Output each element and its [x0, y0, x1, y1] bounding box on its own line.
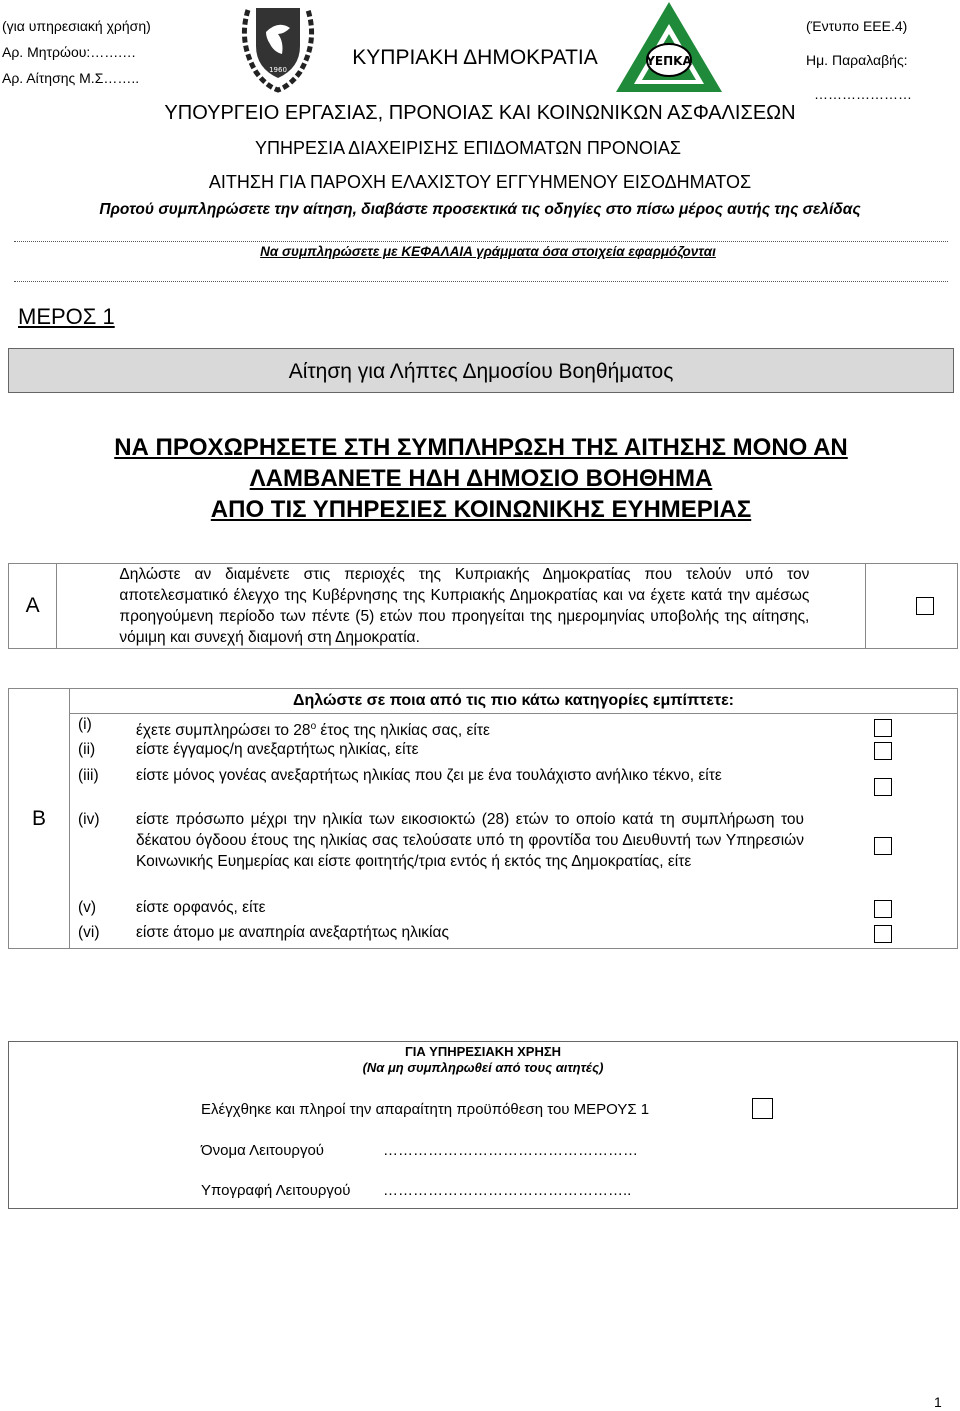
eligibility-check-label: Ελέγχθηκε και πληροί την απαραίτητη προϋπόθεση του ΜΕΡΟΥΣ 1	[201, 1101, 650, 1118]
page-number: 1	[934, 1394, 942, 1410]
part-label: ΜΕΡΟΣ 1	[18, 304, 115, 329]
official-use-label: (για υπηρεσιακή χρήση)	[2, 18, 151, 34]
option-checkbox-iii[interactable]	[874, 778, 892, 796]
option-text-iii: είστε μόνος γονέας ανεξαρτήτως ηλικίας που ζει με ένα τουλάχιστο ανήλικο τέκνο, είτε	[136, 767, 722, 784]
warning-line-1: ΝΑ ΠΡΟΧΩΡΗΣΕΤΕ ΣΤΗ ΣΥΜΠΛΗΡΩΣΗ ΤΗΣ ΑΙΤΗΣΗΣ ΜΟΝΟ ΑΝ	[114, 434, 848, 461]
read-instructions-note: Προτού συμπληρώσετε την αίτηση, διαβάστε προσεκτικά τις οδηγίες στο πίσω μέρος αυτής της σελίδας	[99, 201, 861, 218]
service-title: ΥΠΗΡΕΣΙΑ ΔΙΑΧΕΙΡΙΣΗΣ ΕΠΙΔΟΜΑΤΩΝ ΠΡΟΝΟΙΑΣ	[254, 138, 682, 158]
divider-top	[14, 241, 948, 242]
option-checkbox-vi[interactable]	[874, 925, 892, 943]
application-title: ΑΙΤΗΣΗ ΓΙΑ ΠΑΡΟΧΗ ΕΛΑΧΙΣΤΟΥ ΕΓΓΥΗΜΕΝΟΥ ΕΙΣΟΔΗΜΑΤΟΣ	[208, 172, 752, 192]
emblem-year: 1960	[269, 66, 287, 74]
part-banner: Αίτηση για Λήπτες Δημοσίου Βοηθήματος	[8, 348, 954, 393]
receipt-date-field[interactable]: …………………	[814, 86, 912, 102]
option-num-iii: (iii)	[78, 767, 99, 784]
warning-line-2: ΛΑΜΒΑΝΕΤΕ ΗΔΗ ΔΗΜΟΣΙΟ ΒΟΗΘΗΜΑ	[249, 465, 713, 492]
eligibility-checkbox[interactable]	[752, 1098, 773, 1119]
section-b-table	[8, 688, 958, 949]
section-a-text: Δηλώστε αν διαμένετε στις περιοχές της Κυπριακής Δημοκρατίας που τελούν υπό τον αποτελεσματικό έλεγχο της Κυβέρνησης της Κυπριακής Δημοκρατίας και να έχετε κατά την αμέσως προηγούμενη περίοδο των πέντε (5) ετών που προηγείται της ημερομηνίας υποβολής της αίτησης, νόμιμη και συνεχή διαμονή στη Δημοκρατία.	[119, 566, 810, 646]
option-text-i-after: έτος της ηλικίας σας, είτε	[316, 722, 490, 740]
option-checkbox-i[interactable]	[874, 719, 892, 737]
republic-title: ΚΥΠΡΙΑΚΗ ΔΗΜΟΚΡΑΤΙΑ	[352, 46, 598, 69]
officer-name-label: Όνομα Λειτουργού	[201, 1142, 324, 1159]
option-num-ii: (ii)	[78, 741, 96, 758]
option-sup-i: ο	[310, 721, 317, 732]
option-text-iv: είστε πρόσωπο μέχρι την ηλικία των εικοσιοκτώ (28) ετών το οποίο κατά τη συμπλήρωση του δέκατου όγδοου έτους της ηλικίας σας τελούσατε υπό τη φροντίδα του Διευθυντή των Υπηρεσιών Κοινωνικής Ευημερίας και είστε φοιτητής/τρια εντός ή εκτός της Δημοκρατίας, είτε	[136, 811, 804, 870]
registry-number-field[interactable]: Αρ. Μητρώου:…….…	[2, 44, 137, 60]
cyprus-emblem-icon	[232, 2, 324, 94]
option-num-i: (i)	[78, 716, 92, 733]
form-code-label: (Έντυπο ΕΕΕ.4)	[806, 18, 908, 34]
section-b-heading: Δηλώστε σε ποια από τις πιο κάτω κατηγορίες εμπίπτετε:	[70, 689, 958, 714]
section-a-checkbox[interactable]	[916, 597, 934, 615]
option-num-iv: (iv)	[78, 811, 100, 828]
capitals-note: Να συμπληρώσετε με ΚΕΦΑΛΑΙΑ γράμματα όσα στοιχεία εφαρμόζονται	[260, 244, 716, 259]
option-text-v: είστε ορφανός, είτε	[136, 899, 266, 916]
option-checkbox-iv[interactable]	[874, 837, 892, 855]
option-text-vi: είστε άτομο με αναπηρία ανεξαρτήτως ηλικίας	[136, 924, 449, 941]
application-number-field[interactable]: Αρ. Αίτησης Μ.Σ……..	[2, 70, 140, 86]
option-row-iii	[70, 765, 957, 809]
section-b-letter: Β	[9, 689, 70, 949]
officer-name-field[interactable]: ……………………………………………	[383, 1142, 638, 1159]
section-a-letter: Α	[9, 564, 57, 649]
ministry-logo-icon	[614, 0, 724, 94]
option-num-v: (v)	[78, 899, 97, 916]
option-row-ii	[70, 739, 957, 765]
option-row-v	[70, 897, 957, 922]
option-checkbox-ii[interactable]	[874, 742, 892, 760]
official-box-subtitle: (Να μη συμπληρωθεί από τους αιτητές)	[362, 1060, 604, 1075]
section-a-table	[8, 563, 958, 649]
option-checkbox-v[interactable]	[874, 900, 892, 918]
option-text-i: έχετε συμπληρώσει το 28	[136, 722, 311, 740]
officer-signature-label: Υπογραφή Λειτουργού	[201, 1182, 351, 1199]
officer-signature-field[interactable]: …………………………………………..	[383, 1182, 632, 1199]
divider-bottom	[14, 281, 948, 282]
official-box-title: ΓΙΑ ΥΠΗΡΕΣΙΑΚΗ ΧΡΗΣΗ	[404, 1044, 562, 1059]
option-row-i	[70, 714, 957, 739]
ministry-title: ΥΠΟΥΡΓΕΙΟ ΕΡΓΑΣΙΑΣ, ΠΡΟΝΟΙΑΣ ΚΑΙ ΚΟΙΝΩΝΙΚΩΝ ΑΣΦΑΛΙΣΕΩΝ	[164, 102, 796, 124]
option-row-iv	[70, 809, 957, 897]
warning-line-3: ΑΠΟ ΤΙΣ ΥΠΗΡΕΣΙΕΣ ΚΟΙΝΩΝΙΚΗΣ ΕΥΗΜΕΡΙΑΣ	[210, 496, 752, 523]
receipt-date-label: Ημ. Παραλαβής:	[806, 52, 908, 68]
option-row-vi	[70, 922, 957, 948]
option-text-ii: είστε έγγαμος/η ανεξαρτήτως ηλικίας, είτε	[136, 741, 419, 758]
logo-text: ΥΕΠΚΑ	[646, 54, 692, 68]
official-use-box	[8, 1041, 958, 1209]
option-num-vi: (vi)	[78, 924, 100, 941]
